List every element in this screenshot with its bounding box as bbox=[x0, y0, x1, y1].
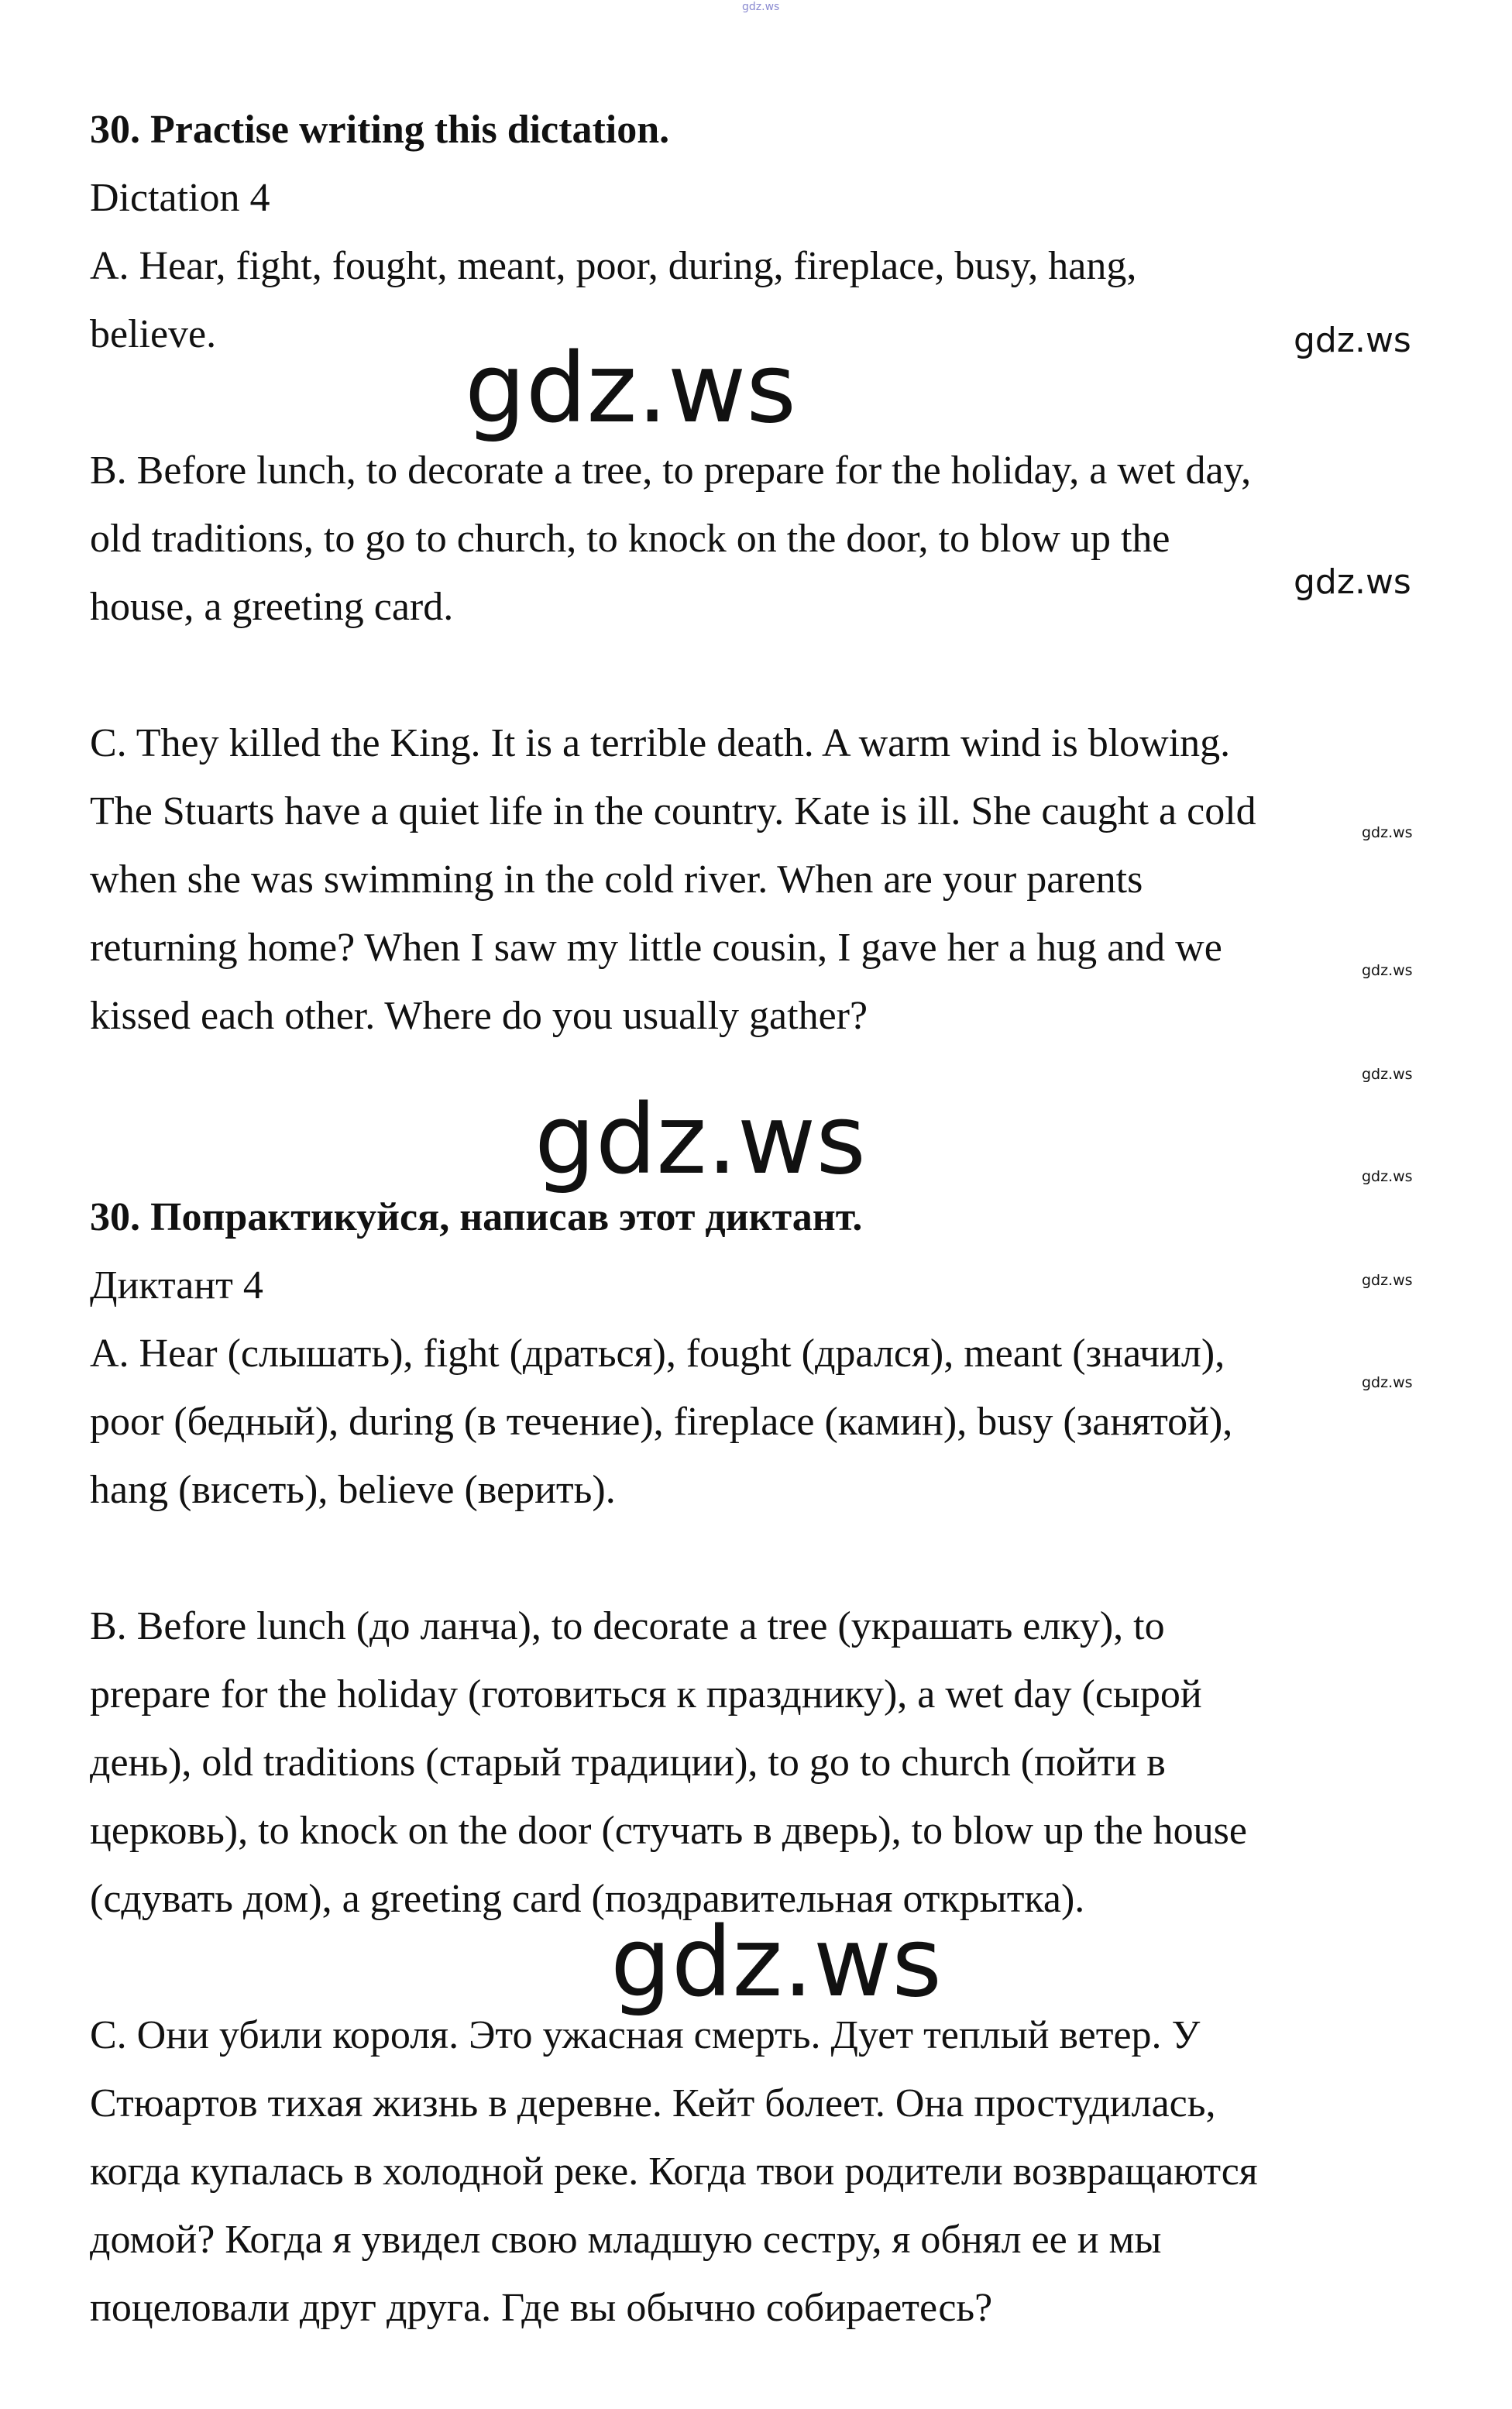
english-section-c-line: kissed each other. Where do you usually gather? bbox=[90, 994, 868, 1038]
watermark-medium: gdz.ws bbox=[1294, 562, 1411, 602]
english-heading: 30. Practise writing this dictation. bbox=[90, 108, 670, 152]
top-watermark: gdz.ws bbox=[742, 1, 780, 13]
english-section-b-line: B. Before lunch, to decorate a tree, to prepare for the holiday, a wet day, bbox=[90, 448, 1252, 493]
watermark-small: gdz.ws bbox=[1362, 1272, 1413, 1289]
watermark-medium: gdz.ws bbox=[1294, 321, 1411, 360]
watermark-small: gdz.ws bbox=[1362, 1374, 1413, 1391]
watermark-large: gdz.ws bbox=[610, 1907, 942, 2019]
russian-section-c-line: поцеловали друг друга. Где вы обычно собираетесь? bbox=[90, 2286, 993, 2330]
watermark-small: gdz.ws bbox=[1362, 1168, 1413, 1185]
english-section-c-line: when she was swimming in the cold river. When are your parents bbox=[90, 857, 1143, 902]
russian-section-c-line: когда купалась в холодной реке. Когда твои родители возвращаются bbox=[90, 2150, 1258, 2194]
watermark-large: gdz.ws bbox=[534, 1084, 866, 1196]
watermark-large: gdz.ws bbox=[465, 333, 796, 445]
russian-section-b-line: церковь), to knock on the door (стучать в дверь), to blow up the house bbox=[90, 1809, 1247, 1853]
english-subheading: Dictation 4 bbox=[90, 176, 270, 220]
russian-section-b-line: B. Before lunch (до ланча), to decorate a tree (украшать елку), to bbox=[90, 1604, 1165, 1648]
russian-section-c-line: C. Они убили короля. Это ужасная смерть. Дует теплый ветер. У bbox=[90, 2013, 1201, 2057]
russian-section-a-line: hang (висеть), believe (верить). bbox=[90, 1468, 616, 1512]
english-section-c-line: The Stuarts have a quiet life in the country. Kate is ill. She caught a cold bbox=[90, 789, 1256, 833]
english-section-b-line: old traditions, to go to church, to knock on the door, to blow up the bbox=[90, 517, 1170, 561]
english-section-a-line: believe. bbox=[90, 312, 217, 356]
russian-section-a-line: poor (бедный), during (в течение), fireplace (камин), busy (занятой), bbox=[90, 1400, 1233, 1444]
english-section-a-line: A. Hear, fight, fought, meant, poor, during, fireplace, busy, hang, bbox=[90, 244, 1137, 288]
english-section-c-line: C. They killed the King. It is a terrible death. A warm wind is blowing. bbox=[90, 721, 1231, 765]
watermark-small: gdz.ws bbox=[1362, 962, 1413, 979]
english-section-c-line: returning home? When I saw my little cousin, I gave her a hug and we bbox=[90, 926, 1222, 970]
watermark-small: gdz.ws bbox=[1362, 824, 1413, 841]
russian-section-c-line: Стюартов тихая жизнь в деревне. Кейт болеет. Она простудилась, bbox=[90, 2081, 1216, 2125]
watermark-small: gdz.ws bbox=[1362, 1066, 1413, 1083]
russian-heading: 30. Попрактикуйся, написав этот диктант. bbox=[90, 1195, 863, 1239]
russian-section-c-line: домой? Когда я увидел свою младшую сестру, я обнял ее и мы bbox=[90, 2218, 1162, 2262]
russian-section-a-line: A. Hear (слышать), fight (драться), fought (дрался), meant (значил), bbox=[90, 1332, 1225, 1376]
russian-section-b-line: (сдувать дом), a greeting card (поздравительная открытка). bbox=[90, 1877, 1085, 1921]
english-section-b-line: house, a greeting card. bbox=[90, 585, 454, 629]
russian-section-b-line: prepare for the holiday (готовиться к празднику), a wet day (сырой bbox=[90, 1672, 1202, 1717]
russian-subheading: Диктант 4 bbox=[90, 1263, 263, 1308]
russian-section-b-line: день), old traditions (старый традиции), to go to church (пойти в bbox=[90, 1741, 1166, 1785]
